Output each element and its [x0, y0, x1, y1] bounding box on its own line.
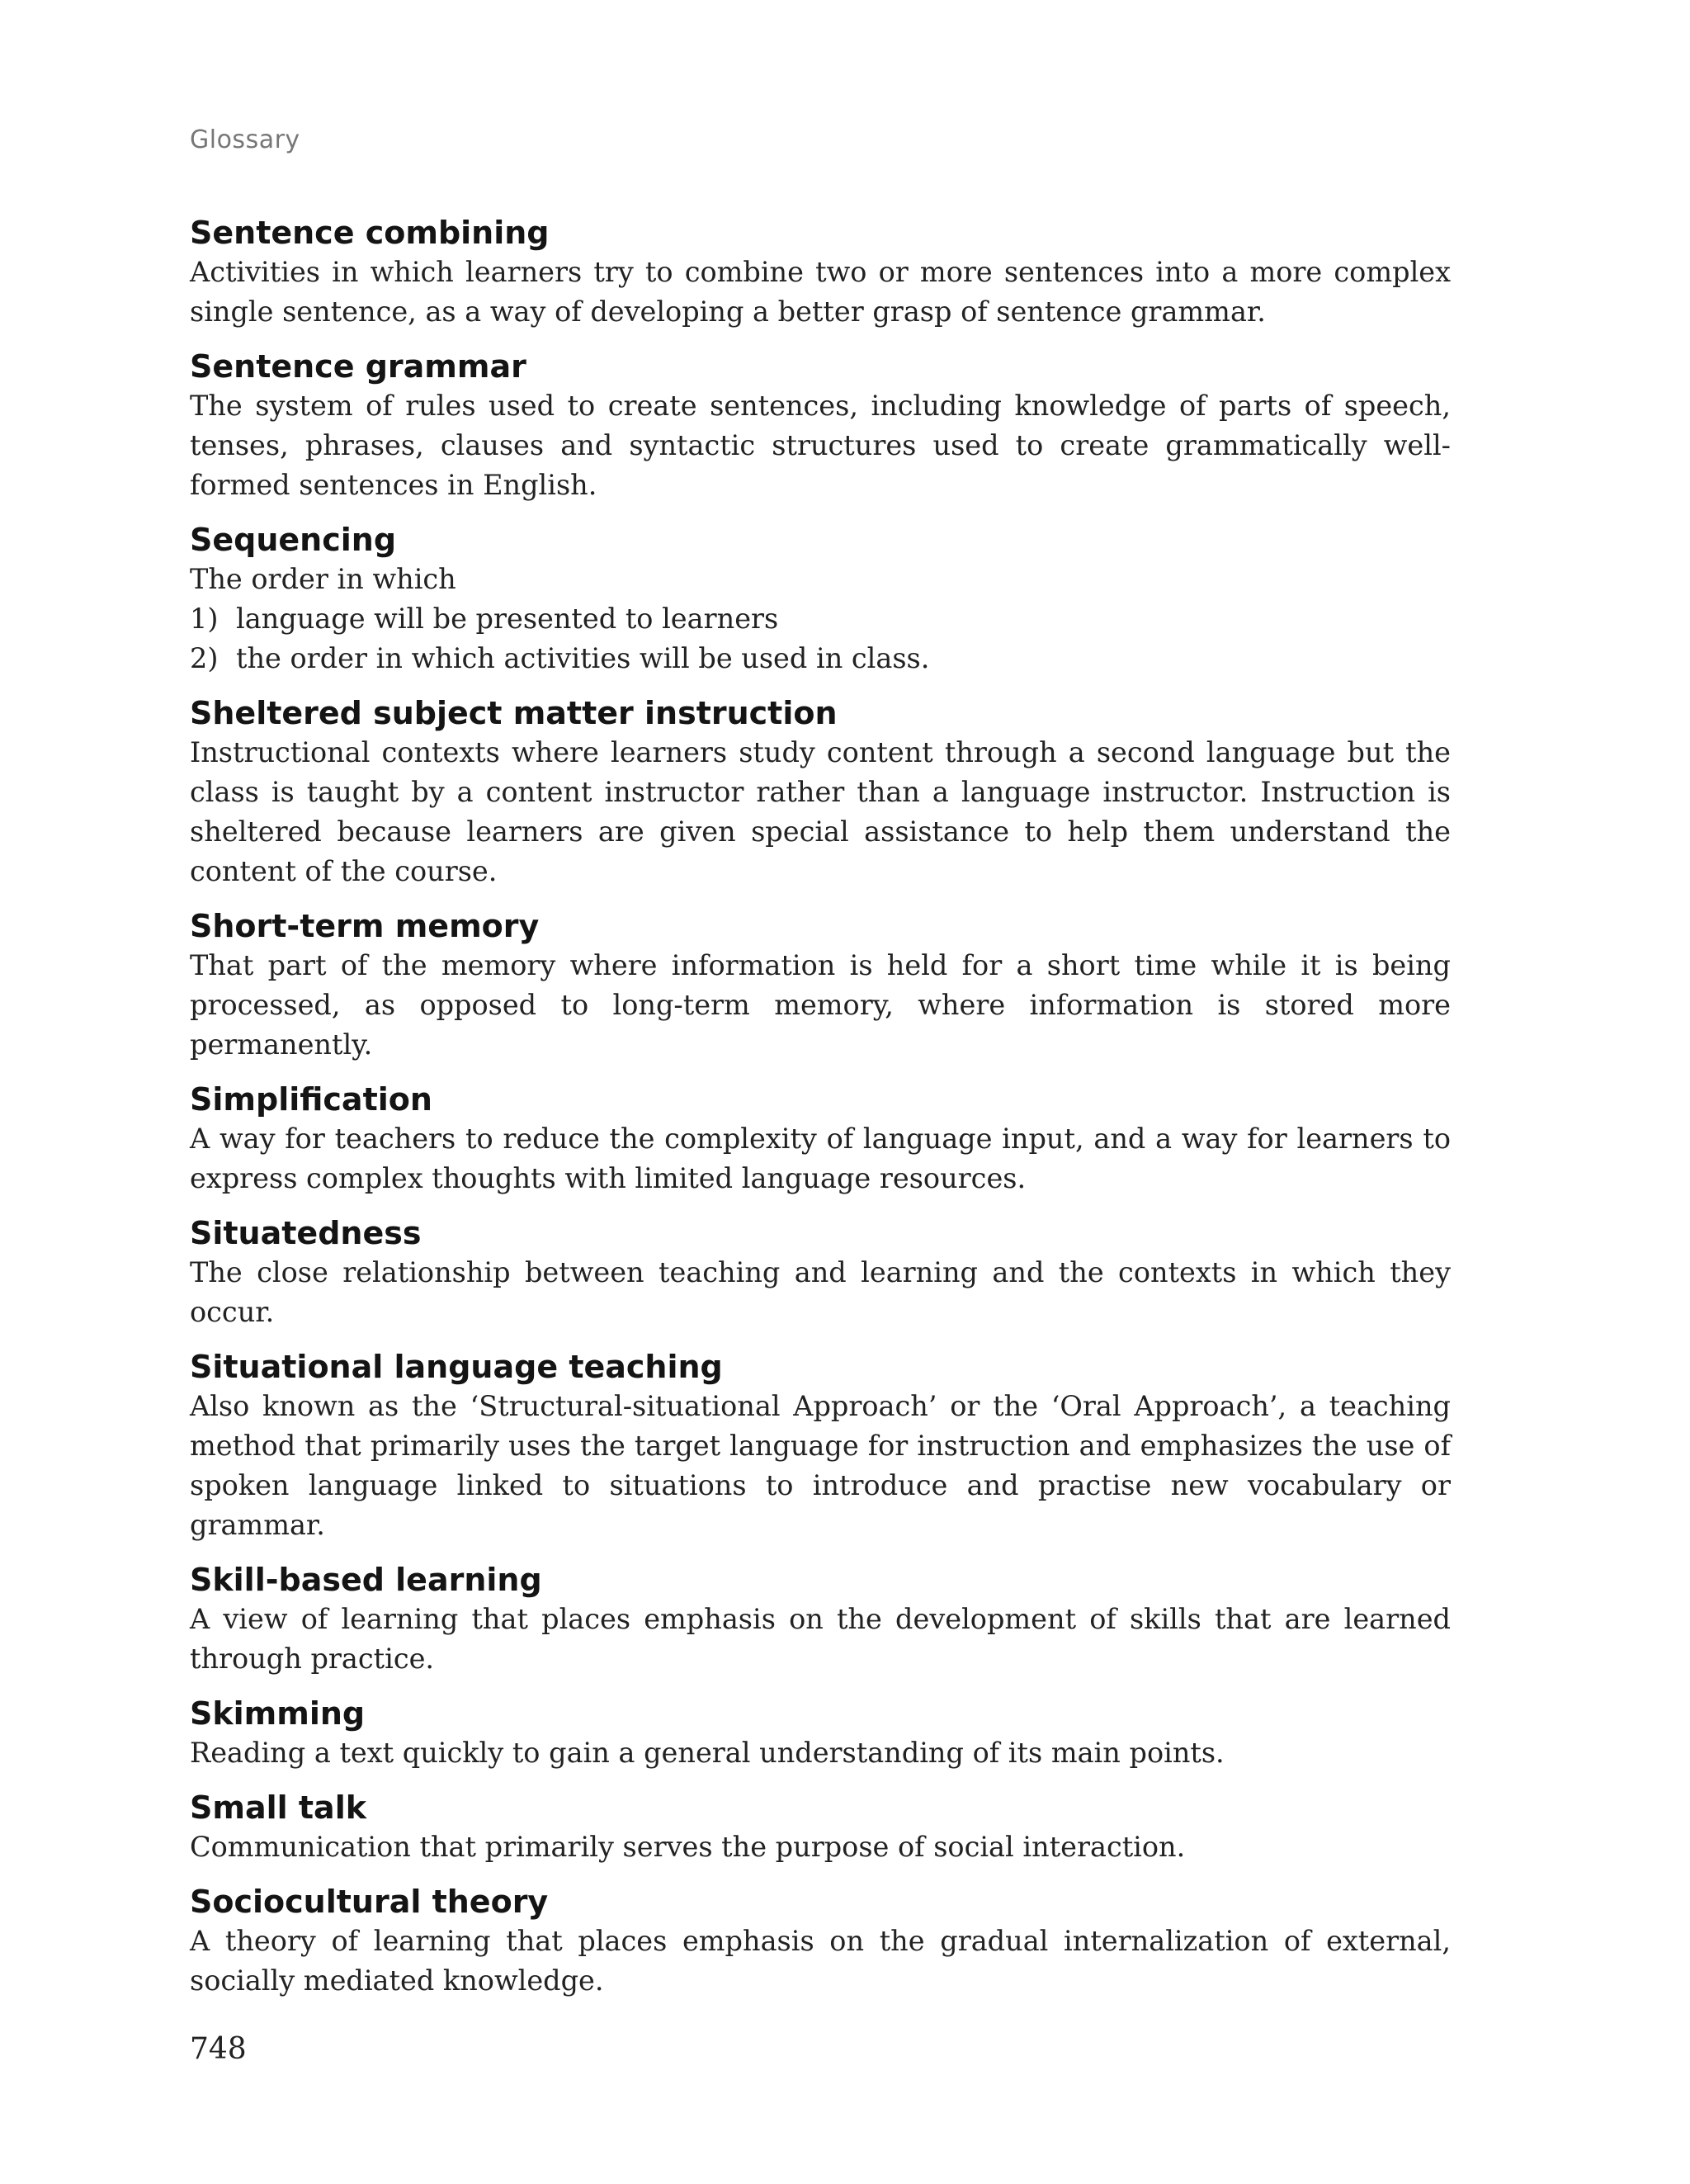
entry-definition: Instructional contexts where learners study content through a second language but the class is taught by a content instructor rather than a language instructor. Instruction is sheltered because learners are given special assistance to help them understand the content of the course.: [190, 736, 1451, 887]
entry-definition: Also known as the ‘Structural-situational Approach’ or the ‘Oral Approach’, a teaching method that primarily uses the target language for instruction and emphasizes the use of spoken language linked to situations to introduce and practise new vocabulary or grammar.: [190, 1390, 1451, 1541]
entry-term: Skimming: [190, 1695, 366, 1732]
glossary-entry: [190, 1788, 1451, 1867]
glossary-entry: [190, 347, 1451, 505]
entry-definition: The close relationship between teaching and learning and the contexts in which they occur.: [190, 1256, 1451, 1328]
entry-definition: Communication that primarily serves the purpose of social interaction.: [190, 1831, 1186, 1863]
glossary-entry: [190, 520, 1451, 678]
page-number: 748: [190, 2032, 247, 2066]
entry-term: Sentence grammar: [190, 348, 526, 385]
running-head: Glossary: [190, 125, 300, 154]
glossary-entry: [190, 1882, 1451, 2001]
entry-definition: Reading a text quickly to gain a general understanding of its main points.: [190, 1737, 1225, 1769]
entry-term: Sheltered subject matter instruction: [190, 695, 838, 731]
list-item-text: language will be presented to learners: [236, 603, 779, 635]
entry-term: Situational language teaching: [190, 1349, 723, 1385]
entry-term: Sociocultural theory: [190, 1884, 549, 1920]
entry-term: Sentence combining: [190, 215, 550, 251]
list-item: [190, 599, 1451, 639]
glossary-entry: [190, 906, 1451, 1065]
entry-term: Simplification: [190, 1081, 432, 1118]
list-item-text: the order in which activities will be used in class.: [236, 642, 930, 674]
entry-term: Short-term memory: [190, 908, 540, 944]
entry-definition: A theory of learning that places emphasis on the gradual internalization of external, socially mediated knowledge.: [190, 1925, 1451, 1997]
entry-definition: Activities in which learners try to combine two or more sentences into a more complex single sentence, as a way of developing a better grasp of sentence grammar.: [190, 256, 1451, 328]
entry-definition: The system of rules used to create sentences, including knowledge of parts of speech, tenses, phrases, clauses and syntactic structures used to create grammatically well-formed sentences in English.: [190, 390, 1451, 501]
glossary-entry: [190, 1080, 1451, 1198]
glossary-entry: [190, 213, 1451, 332]
entry-intro: [190, 560, 1451, 599]
glossary-entry: [190, 1694, 1451, 1773]
list-item: [190, 639, 1451, 678]
glossary-entry: [190, 1213, 1451, 1332]
entry-term: Skill-based learning: [190, 1562, 542, 1598]
entry-definition: That part of the memory where information is held for a short time while it is being processed, as opposed to long-term memory, where information is stored more permanently.: [190, 949, 1451, 1061]
glossary-entry: [190, 1560, 1451, 1679]
entry-term: Sequencing: [190, 522, 397, 558]
entry-definition: A way for teachers to reduce the complexity of language input, and a way for learners to express complex thoughts with limited language resources.: [190, 1123, 1451, 1194]
list-item-number: 2): [190, 642, 219, 674]
glossary-entry: [190, 693, 1451, 891]
glossary-entries: [190, 213, 1451, 2016]
list-item-number: 1): [190, 603, 219, 635]
glossary-entry: [190, 1347, 1451, 1545]
entry-intro-text: The order in which: [190, 563, 456, 595]
entry-definition: A view of learning that places emphasis on the development of skills that are learned through practice.: [190, 1603, 1451, 1675]
entry-term: Situatedness: [190, 1215, 422, 1251]
entry-term: Small talk: [190, 1789, 366, 1826]
